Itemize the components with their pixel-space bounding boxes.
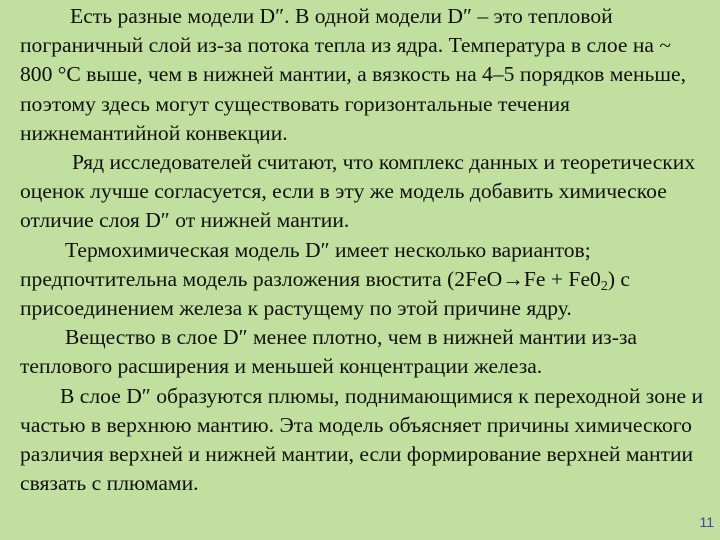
paragraph-plumes <box>20 382 708 499</box>
paragraph-text: В слое D″ образуются плюмы, поднимающимися к переходной зоне и частью в верхнюю мантию. Эта модель объясняет причины химического различия верхней и нижней мантии, если формирование верхней мантии связать с плюмами. <box>20 383 704 496</box>
paragraph-thermochemical-model <box>20 236 708 324</box>
paragraph-thermal-boundary-layer <box>20 2 708 148</box>
paragraph-text: Есть разные модели D″. В одной модели D″ – это тепловой пограничный слой из-за потока тепла из ядра. Температура в слое на ~ 800 °С выше, чем в нижней мантии, а вязкость на 4–5 порядков меньше, поэтому здесь могут существовать горизонтальные течения нижнемантийной конвекции. <box>20 4 686 145</box>
formula-subscript: 2 <box>600 278 608 294</box>
slide-body <box>20 2 708 498</box>
paragraph-text: Термохимическая модель D″ имеет несколько вариантов; предпочтительна модель разложения вюстита (2FeO→Fe + Fe0 <box>20 237 601 291</box>
paragraph-text-continued: ) с присоединением железа к растущему по этой причине ядру. <box>20 266 631 321</box>
paragraph-text: Вещество в слое D″ менее плотно, чем в нижней мантии из-за теплового расширения и меньшей концентрации железа. <box>20 325 638 379</box>
page-number: 11 <box>699 514 714 530</box>
paragraph-chemical-difference <box>20 148 708 236</box>
paragraph-text: Ряд исследователей считают, что комплекс данных и теоретических оценок лучше согласуется, если в эту же модель добавить химическое отличие слоя D″ от нижней мантии. <box>20 150 696 233</box>
paragraph-density <box>20 323 708 381</box>
